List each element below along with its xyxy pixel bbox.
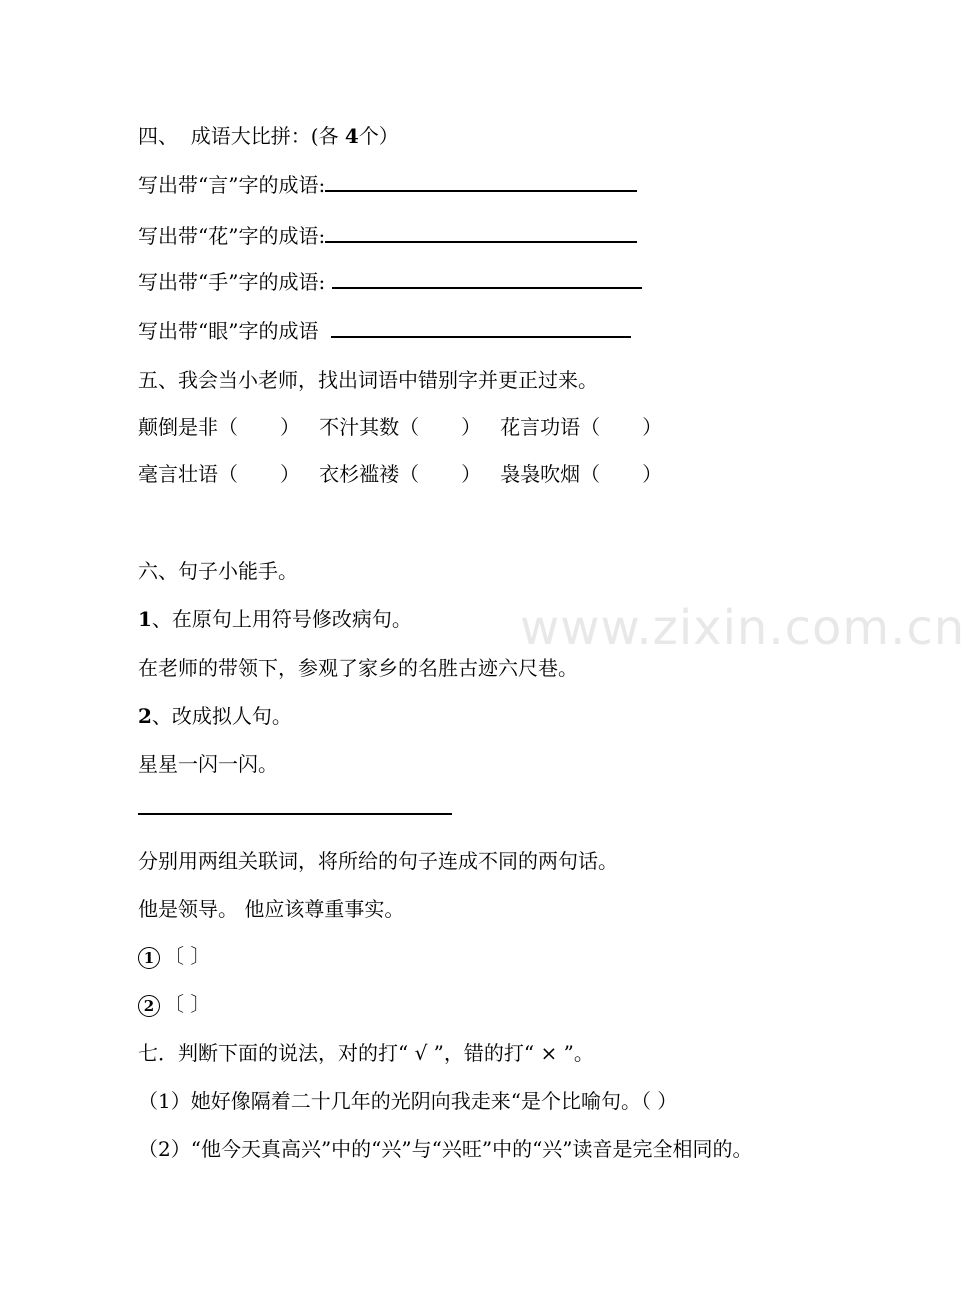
- typo-close-4: ）: [280, 462, 300, 486]
- typo-item-4: 毫言壮语（: [138, 462, 238, 486]
- section6-q1-text: 、在原句上用符号修改病句。: [151, 607, 412, 631]
- section6-q2-num: 2: [138, 704, 152, 728]
- idiom-row-hua: [138, 222, 637, 250]
- circled-number-2: 2: [138, 995, 160, 1017]
- typo-close-3: ）: [642, 415, 663, 439]
- idiom-label-yan-eye: 写出带“眼”字的成语: [138, 319, 319, 343]
- typo-item-2: 不汁其数（: [319, 415, 420, 439]
- section4-heading-suffix: 个）: [358, 124, 399, 148]
- typo-close-1: ）: [280, 415, 300, 439]
- section6-q3-sentence: 他是领导。 他应该尊重事实。: [138, 897, 405, 921]
- section4-heading-text: 成语大比拼：(各: [190, 124, 339, 148]
- section6-q1: [138, 605, 412, 633]
- section6-q2-sentence: 星星一闪一闪。: [138, 752, 278, 776]
- typo-close-2: ）: [461, 415, 482, 439]
- watermark: www.zixin.com.cn: [520, 600, 965, 656]
- section4-heading: [138, 122, 399, 150]
- option-2-answer[interactable]: 〔 〕: [164, 992, 211, 1016]
- idiom-answer-blank-yan-eye[interactable]: [331, 318, 631, 338]
- section6-q2: [138, 702, 292, 730]
- idiom-row-yan: [138, 171, 637, 199]
- section5-heading: 五、我会当小老师，找出词语中错别字并更正过来。: [138, 368, 598, 392]
- idiom-answer-blank-shou[interactable]: [332, 269, 642, 289]
- typo-item-3: 花言功语（: [500, 415, 601, 439]
- typo-item-5: 衣杉褴褛（: [319, 462, 420, 486]
- section6-q2-answer-blank[interactable]: [138, 795, 452, 815]
- section6-heading: 六、句子小能手。: [138, 559, 298, 583]
- typo-close-5: ）: [461, 462, 482, 486]
- section6-q3: 分别用两组关联词，将所给的句子连成不同的两句话。: [138, 849, 618, 873]
- circled-number-1: 1: [138, 947, 160, 969]
- section6-q2-answer-line: [138, 794, 452, 822]
- typo-row-1: [138, 413, 662, 441]
- idiom-label-hua: 写出带“花”字的成语:: [138, 224, 326, 248]
- section6-option-2: [138, 990, 210, 1018]
- typo-row-2: [138, 460, 662, 488]
- idiom-row-yan-eye: [138, 317, 631, 345]
- section4-heading-prefix: 四、: [138, 124, 178, 148]
- idiom-answer-blank-yan[interactable]: [325, 172, 637, 192]
- section4-heading-num: 4: [344, 124, 359, 148]
- section6-q1-sentence: 在老师的带领下，参观了家乡的名胜古迹六尺巷。: [138, 656, 578, 680]
- section6-q2-text: 、改成拟人句。: [151, 704, 292, 728]
- typo-item-6: 袅袅吹烟（: [500, 462, 601, 486]
- idiom-label-yan: 写出带“言”字的成语:: [138, 173, 326, 197]
- section7-q2: （2）“他今天真高兴”中的“兴”与“兴旺”中的“兴”读音是完全相同的。: [138, 1137, 753, 1161]
- idiom-row-shou: [138, 268, 642, 296]
- section6-q1-num: 1: [138, 607, 152, 631]
- idiom-answer-blank-hua[interactable]: [325, 223, 637, 243]
- option-1-answer[interactable]: 〔 〕: [164, 944, 211, 968]
- typo-close-6: ）: [642, 462, 663, 486]
- section6-option-1: [138, 942, 210, 970]
- typo-item-1: 颠倒是非（: [138, 415, 238, 439]
- section7-heading: 七．判断下面的说法，对的打“ √ ”，错的打“ × ”。: [138, 1041, 594, 1065]
- section7-q1: （1）她好像隔着二十几年的光阴向我走来“是个比喻句。（ ）: [138, 1089, 678, 1113]
- idiom-label-shou: 写出带“手”字的成语:: [138, 270, 326, 294]
